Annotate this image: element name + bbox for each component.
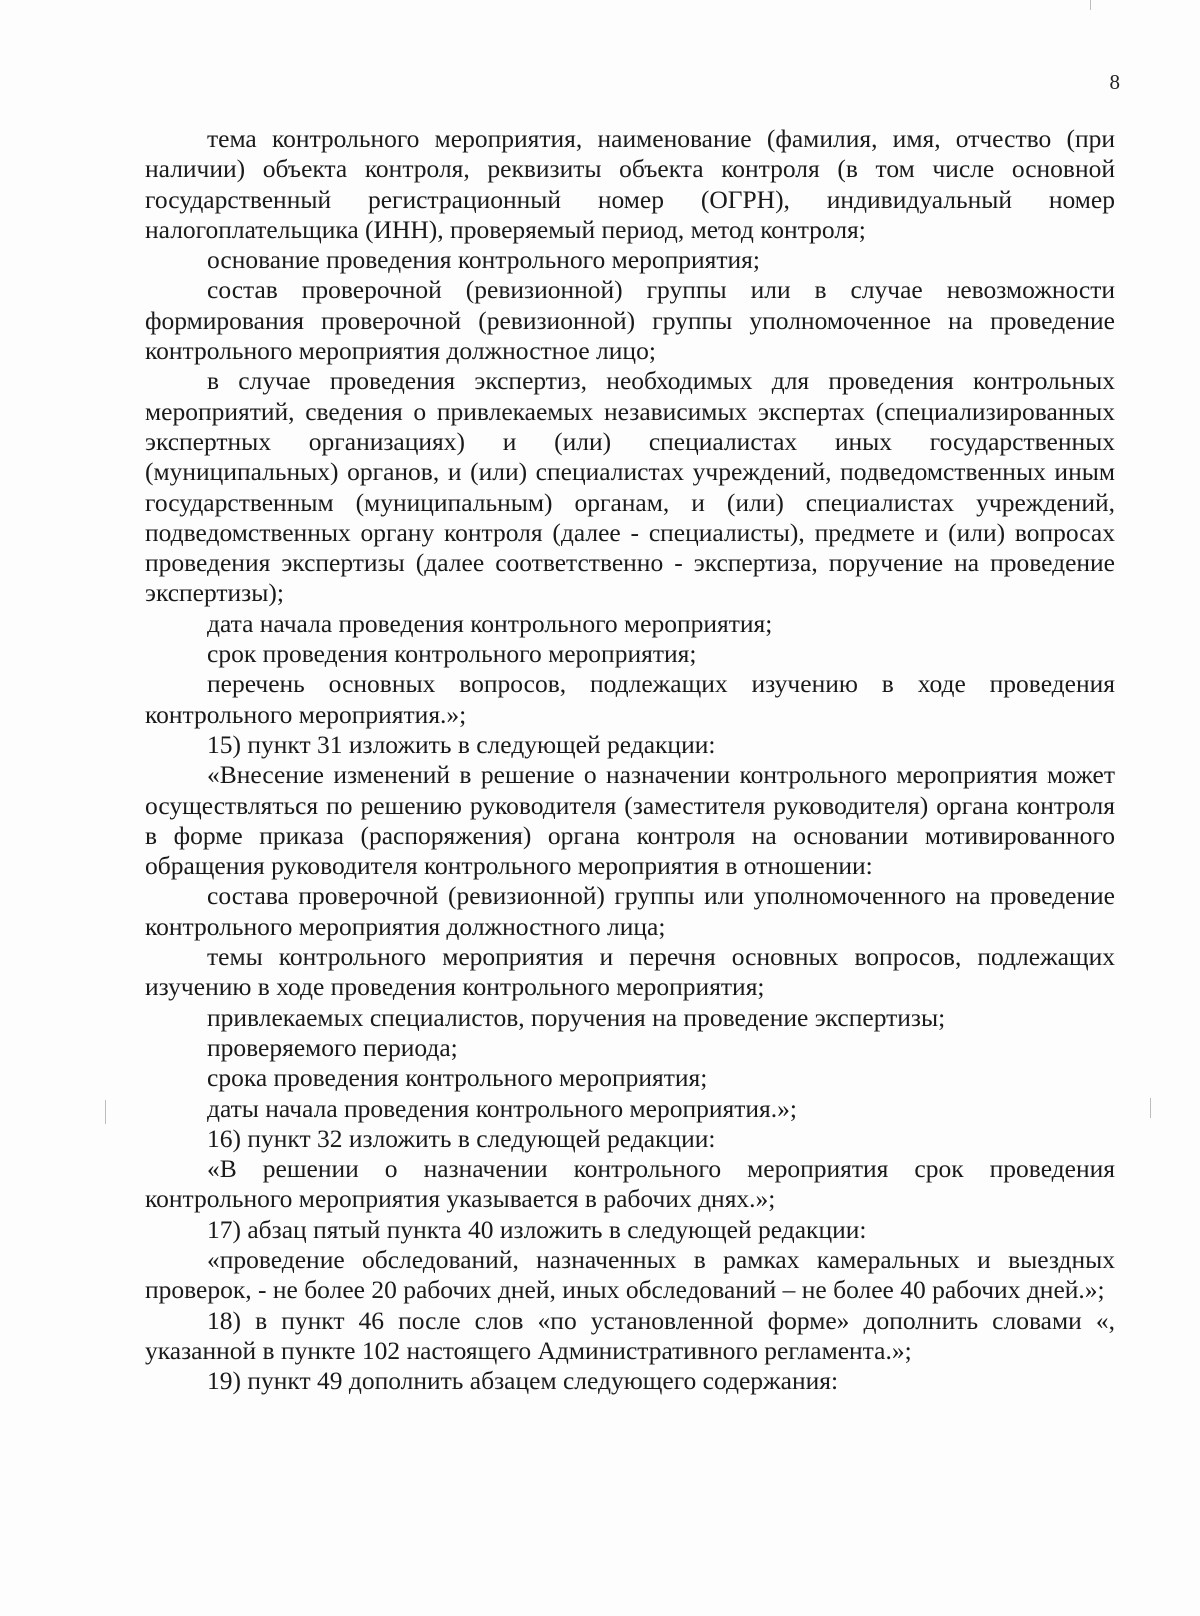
- scan-edge-mark: [1150, 1098, 1151, 1118]
- paragraph: состав проверочной (ревизионной) группы или в случае невозможности формирования проверочной (ревизионной) группы уполномоченное на проведение контрольного мероприятия должностное лицо;: [145, 275, 1115, 366]
- paragraph: в случае проведения экспертиз, необходимых для проведения контрольных мероприятий, сведения о привлекаемых независимых экспертах (специализированных экспертных организациях) и (или) специалистах иных государственных (муниципальных) органов, и (или) специалистах учреждений, подведомственных иным государственным (муниципальным) органам, и (или) специалистах учреждений, подведомственных органу контроля (далее - специалисты), предмете и (или) вопросах проведения экспертизы (далее соответственно - экспертиза, поручение на проведение экспертизы);: [145, 366, 1115, 608]
- document-body: [145, 124, 1115, 1396]
- paragraph: 18) в пункт 46 после слов «по установленной форме» дополнить словами «, указанной в пункте 102 настоящего Административного регламента.»;: [145, 1305, 1115, 1365]
- paragraph: 19) пункт 49 дополнить абзацем следующего содержания:: [207, 1366, 839, 1396]
- paragraph: темы контрольного мероприятия и перечня основных вопросов, подлежащих изучению в ходе проведения контрольного мероприятия;: [145, 942, 1115, 1002]
- paragraph: 17) абзац пятый пункта 40 изложить в следующей редакции:: [207, 1214, 867, 1244]
- paragraph: «проведение обследований, назначенных в рамках камеральных и выездных проверок, - не более 20 рабочих дней, иных обследований – не более 40 рабочих дней.»;: [145, 1244, 1115, 1305]
- paragraph: срока проведения контрольного мероприятия;: [207, 1063, 708, 1093]
- paragraph: привлекаемых специалистов, поручения на проведение экспертизы;: [207, 1002, 946, 1032]
- paragraph: перечень основных вопросов, подлежащих изучению в ходе проведения контрольного мероприятия.»;: [145, 669, 1115, 729]
- paragraph: «Внесение изменений в решение о назначении контрольного мероприятия может осуществляться по решению руководителя (заместителя руководителя) органа контроля в форме приказа (распоряжения) органа контроля на основании мотивированного обращения руководителя контрольного мероприятия в отношении:: [145, 760, 1115, 881]
- paragraph: 16) пункт 32 изложить в следующей редакции:: [207, 1123, 716, 1153]
- page-number: 8: [1109, 70, 1120, 94]
- paragraph: срок проведения контрольного мероприятия;: [207, 639, 697, 669]
- scan-edge-mark: [105, 1100, 106, 1124]
- scan-edge-mark: [1090, 0, 1091, 10]
- paragraph: 15) пункт 31 изложить в следующей редакции:: [207, 729, 716, 759]
- paragraph: проверяемого периода;: [207, 1032, 458, 1062]
- paragraph: состава проверочной (ревизионной) группы или уполномоченного на проведение контрольного мероприятия должностного лица;: [145, 881, 1115, 941]
- paragraph: «В решении о назначении контрольного мероприятия срок проведения контрольного мероприятия указывается в рабочих днях.»;: [145, 1154, 1115, 1214]
- paragraph: дата начала проведения контрольного мероприятия;: [207, 608, 773, 638]
- paragraph: основание проведения контрольного мероприятия;: [207, 245, 760, 275]
- paragraph: даты начала проведения контрольного мероприятия.»;: [207, 1093, 797, 1123]
- paragraph: тема контрольного мероприятия, наименование (фамилия, имя, отчество (при наличии) объекта контроля, реквизиты объекта контроля (в том числе основной государственный регистрационный номер (ОГРН), индивидуальный номер налогоплательщика (ИНН), проверяемый период, метод контроля;: [145, 124, 1115, 244]
